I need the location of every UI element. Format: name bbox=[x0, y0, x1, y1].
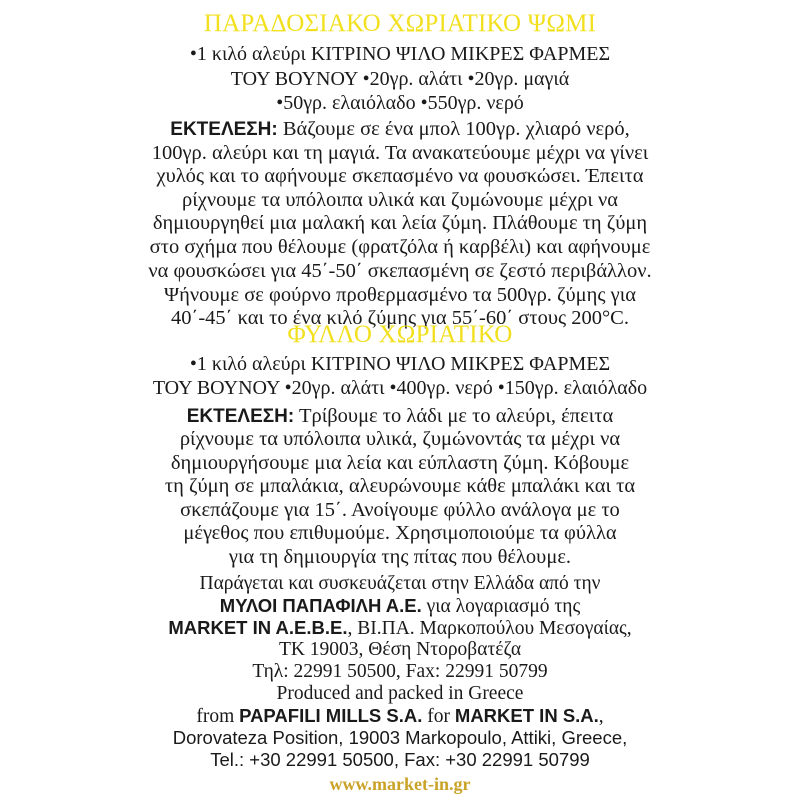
recipe2-method-label: ΕΚΤΕΛΕΣΗ: bbox=[186, 406, 295, 427]
mill-company-en: PAPAFILI MILLS S.A. bbox=[239, 705, 423, 726]
recipe1-method-line: στο σχήμα που θέλουμε (φρατζόλα ή καρβέλι) και αφήνουμε bbox=[149, 236, 651, 258]
market-company-en: MARKET IN S.A. bbox=[454, 705, 599, 726]
recipe2-title: ΦΥΛΛΟ ΧΩΡΙΑΤΙΚΟ bbox=[287, 321, 513, 348]
footer-en-address: Dorovateza Position, 19003 Markopoulo, Attiki, Greece, bbox=[172, 727, 628, 748]
footer-en-phone: Tel.: +30 22991 50500, Fax: +30 22991 50799 bbox=[210, 749, 590, 770]
recipe1-ingredient-line: ΤΟΥ ΒΟΥΝΟΥ •20γρ. αλάτι •20γρ. μαγιά bbox=[230, 68, 570, 90]
recipe1-method-line: χυλός και το αφήνουμε σκεπασμένο να φουσκώσει. Έπειτα bbox=[156, 165, 644, 187]
website-link[interactable]: www.market-in.gr bbox=[329, 774, 471, 794]
recipe2-method-line: για τη δημιουργία της πίτας που θέλουμε. bbox=[228, 546, 572, 568]
recipe1-method-line: 40΄-45΄ και το ένα κιλό ζύμης για 55΄-60΄ στους 200°C. bbox=[171, 307, 629, 329]
mill-company-gr: ΜΥΛΟΙ ΠΑΠΑΦΙΛΗ Α.Ε. bbox=[219, 595, 422, 616]
market-company-gr: MARKET IN A.E.B.E. bbox=[168, 617, 348, 638]
recipe1-ingredient-line: •50γρ. ελαιόλαδο •550γρ. νερό bbox=[276, 92, 524, 114]
recipe1-method-line: Ψήνουμε σε φούρνο προθερμασμένο τα 500γρ. ζύμης για bbox=[164, 284, 636, 306]
recipe2-ingredient-line: •1 κιλό αλεύρι ΚΙΤΡΙΝΟ ΨΙΛΟ ΜΙΚΡΕΣ ΦΑΡΜΕΣ bbox=[189, 353, 611, 375]
recipe1-method-line: να φουσκώσει για 45΄-50΄ σκεπασμένη σε ζεστό περιβάλλον. bbox=[148, 260, 652, 282]
footer-gr-produced: Παράγεται και συσκευάζεται στην Ελλάδα από την bbox=[199, 573, 601, 594]
footer-en-company-line: from PAPAFILI MILLS S.A. for MARKET IN S.A., bbox=[196, 705, 604, 727]
footer-gr-phone: Τηλ: 22991 50500, Fax: 22991 50799 bbox=[252, 661, 548, 682]
recipe2-method-line: τη ζύμη σε μπαλάκια, αλευρώνουμε κάθε μπαλάκι και τα bbox=[164, 475, 636, 497]
recipe2-method-line: σκεπάζουμε για 15΄. Ανοίγουμε φύλλο ανάλογα με το bbox=[180, 499, 620, 521]
recipe2-method-line: δημιουργήσουμε μια λεία και εύπλαστη ζύμη. Κόβουμε bbox=[170, 452, 630, 474]
footer-en-produced: Produced and packed in Greece bbox=[276, 683, 524, 704]
recipe1-method-label: ΕΚΤΕΛΕΣΗ: bbox=[170, 119, 278, 140]
recipe1-method-first-line: ΕΚΤΕΛΕΣΗ: Βάζουμε σε ένα μπολ 100γρ. χλιαρό νερό, bbox=[170, 118, 630, 140]
footer-gr-address: ΤΚ 19003, Θέση Ντοροβατέζα bbox=[278, 639, 522, 660]
recipe1-title: ΠΑΡΑΔΟΣΙΑΚΟ ΧΩΡΙΑΤΙΚΟ ΨΩΜΙ bbox=[203, 10, 597, 37]
recipe1-method-line: δημιουργηθεί μια μαλακή και λεία ζύμη. Πλάθουμε τη ζύμη bbox=[152, 212, 648, 234]
recipe1-ingredient-line: •1 κιλό αλεύρι ΚΙΤΡΙΝΟ ΨΙΛΟ ΜΙΚΡΕΣ ΦΑΡΜΕΣ bbox=[189, 43, 611, 65]
recipe2-ingredient-line: ΤΟΥ ΒΟΥΝΟΥ •20γρ. αλάτι •400γρ. νερό •150γρ. ελαιόλαδο bbox=[152, 377, 648, 399]
footer-gr-market-line: MARKET IN A.E.B.E., ΒΙ.ΠΑ. Μαρκοπούλου Μεσογαίας, bbox=[168, 617, 632, 639]
recipe1-method-line: 100γρ. αλεύρι και τη μαγιά. Τα ανακατεύουμε μέχρι να γίνει bbox=[151, 142, 649, 164]
footer-gr-mill-line: ΜΥΛΟΙ ΠΑΠΑΦΙΛΗ Α.Ε. για λογαριασμό της bbox=[219, 595, 581, 617]
recipe2-method-first-line: ΕΚΤΕΛΕΣΗ: Τρίβουμε το λάδι με το αλεύρι, έπειτα bbox=[186, 405, 614, 427]
recipe1-method-line: ρίχνουμε τα υπόλοιπα υλικά και ζυμώνουμε μέχρι να bbox=[181, 189, 618, 211]
recipe2-method-line: μέγεθος που επιθυμούμε. Χρησιμοποιούμε τα φύλλα bbox=[183, 522, 617, 544]
recipe2-method-line: ρίχνουμε τα υπόλοιπα υλικά, ζυμώνοντάς τα μέχρι να bbox=[179, 428, 621, 450]
